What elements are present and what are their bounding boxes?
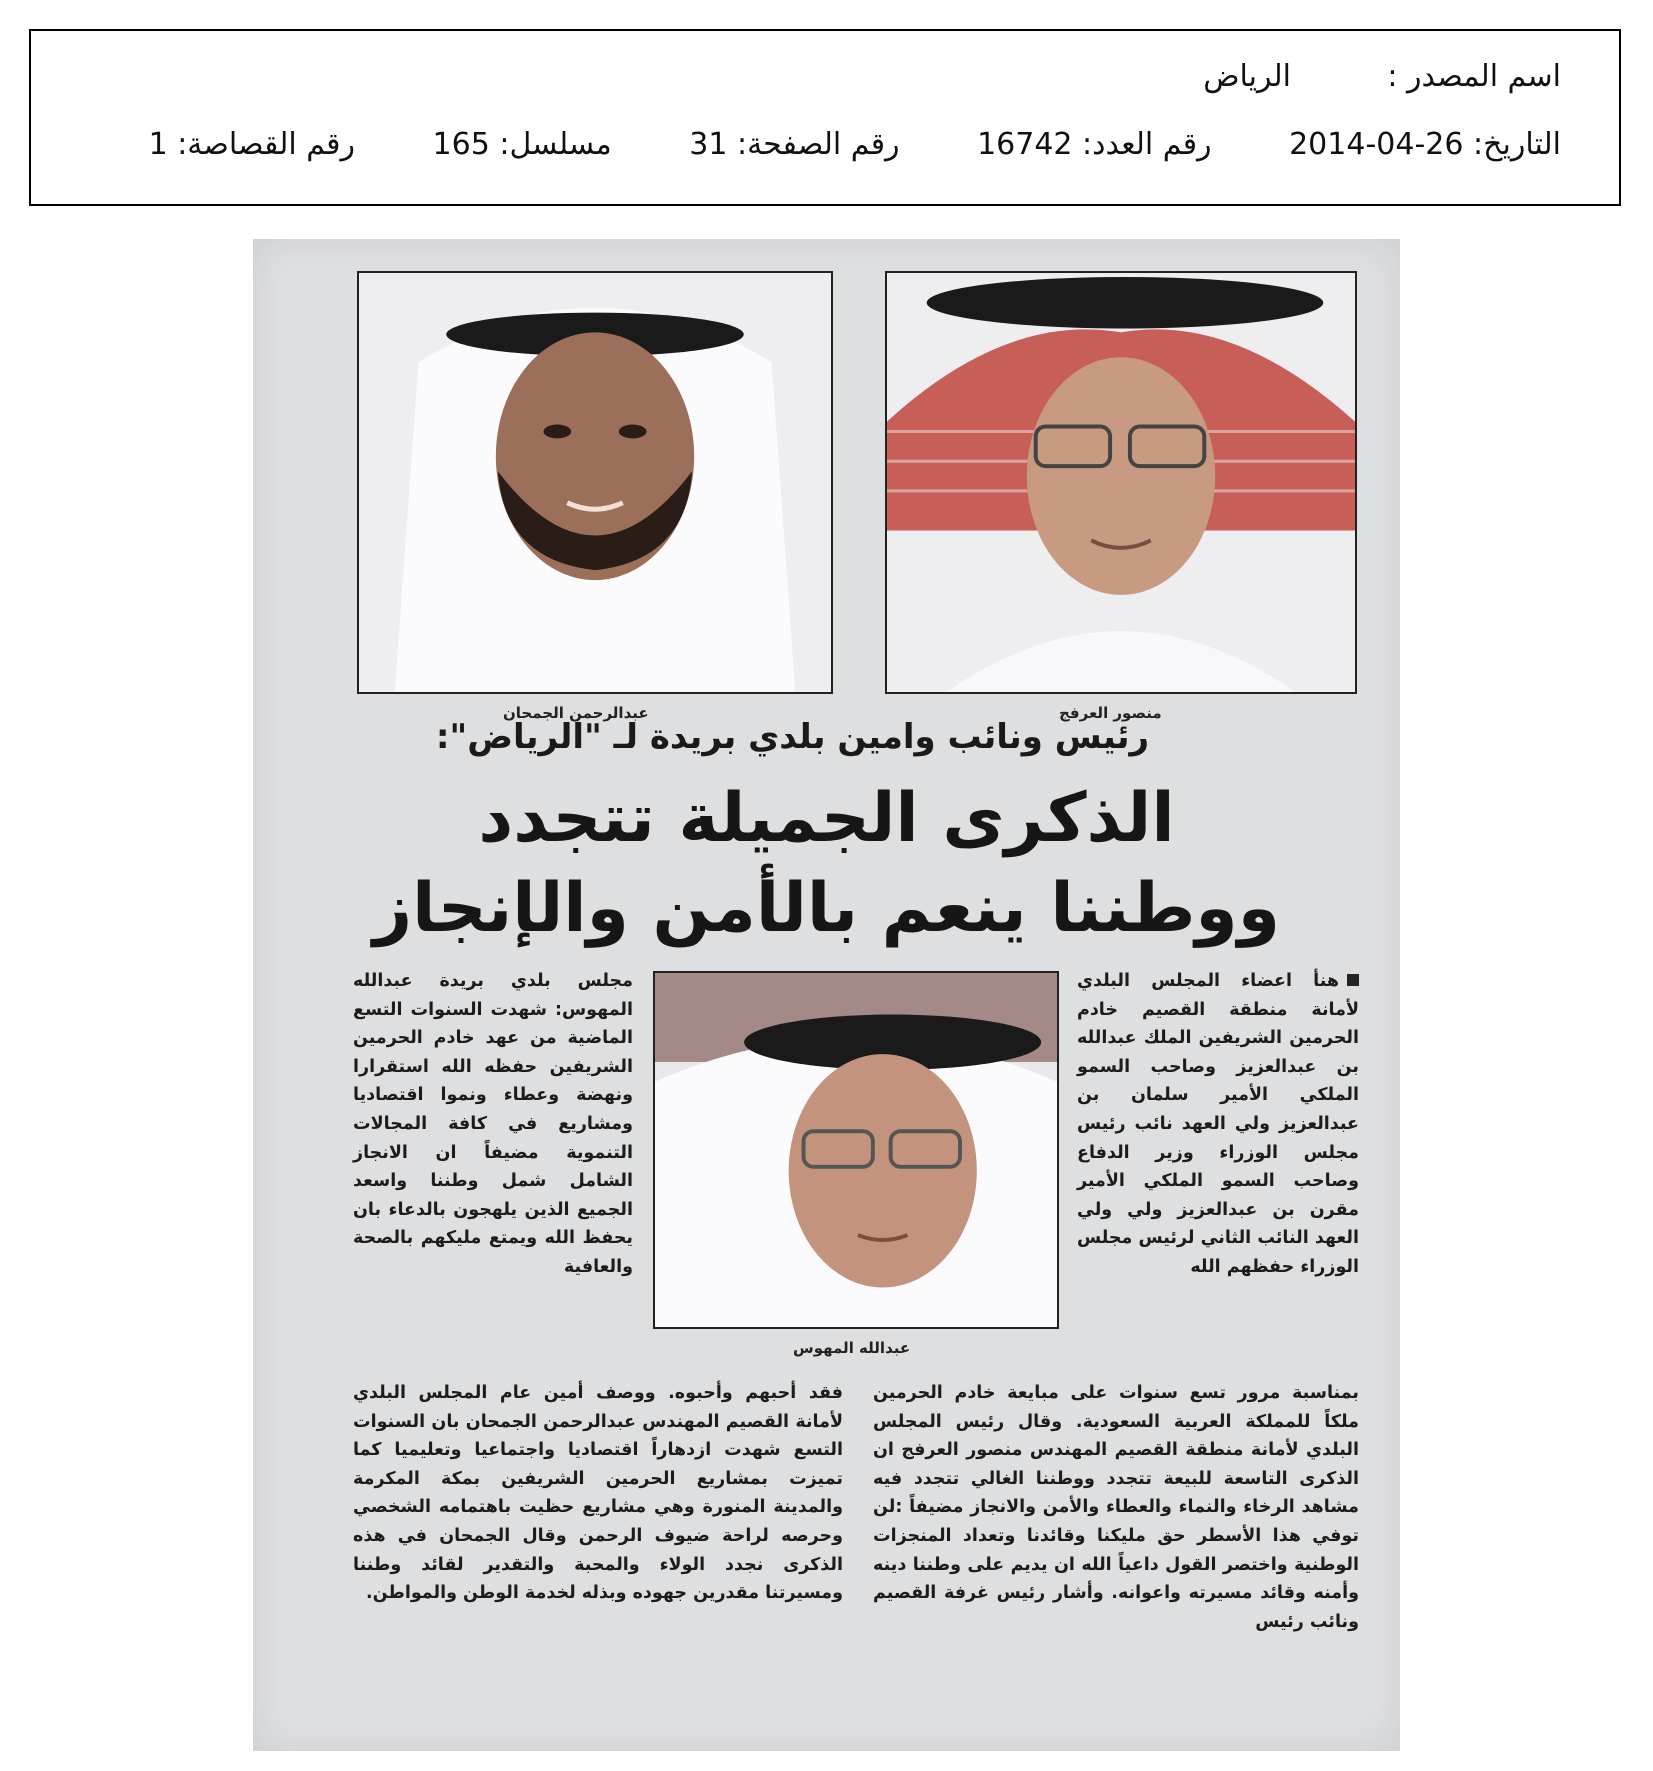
source-value: الرياض xyxy=(1203,59,1291,94)
portrait-red-ghutra-icon xyxy=(887,273,1355,692)
photo-abdulrahman-aljamhan xyxy=(357,271,833,694)
article-headline-line-2: ووطننا ينعم بالأمن والإنجاز xyxy=(373,869,1280,948)
paragraph-right-bottom: بمناسبة مرور تسع سنوات على مبايعة خادم الحرمين ملكاً للمملكة العربية السعودية. وقال رئيس المجلس البلدي لأمانة منطقة القصيم المهندس منصور العرفج ان الذكرى التاسعة للبيعة تتجدد ووطننا الغالي تتجدد فيه مشاهد الرخاء والنماء والعطاء والأمن والانجاز مضيفاً :لن توفي هذا الأسطر حق مليكنا وقائدنا وتعداد المنجزات الوطنية واختصر القول داعياً الله ان يديم على وطننا دينه وأمنه وقائد مسيرته واعوانه. وأشار رئيس غرفة القصيم ونائب رئيس xyxy=(873,1383,1359,1632)
article-headline-line-1: الذكرى الجميلة تتجدد xyxy=(478,779,1175,858)
clip-number-field: رقم القصاصة: 1 xyxy=(148,127,355,162)
photo-caption-right: منصور العرفج xyxy=(1059,704,1162,722)
date-field: التاريخ: 26-04-2014 xyxy=(1289,127,1561,162)
article-subheadline: رئيس ونائب وامين بلدي بريدة لـ "الرياض": xyxy=(435,717,1150,757)
portrait-glasses-ghutra-icon xyxy=(655,973,1057,1327)
article-column-left-top xyxy=(353,967,633,1282)
newspaper-clipping xyxy=(253,239,1400,1751)
paragraph-right-top: هنأ اعضاء المجلس البلدي لأمانة منطقة القصيم خادم الحرمين الشريفين الملك عبدالله بن عبدالعزيز وصاحب السمو الملكي الأمير سلمان بن عبدالعزيز ولي العهد نائب رئيس مجلس الوزراء وزير الدفاع وصاحب السمو الملكي الأمير مقرن بن عبدالعزيز ولي ولي العهد النائب الثاني لرئيس مجلس الوزراء حفظهم الله xyxy=(1077,971,1359,1277)
clipping-metadata-box xyxy=(29,29,1621,206)
metadata-row-details xyxy=(149,127,1561,162)
metadata-row-source xyxy=(1203,59,1561,94)
source-label: اسم المصدر : xyxy=(1387,59,1561,94)
page-number-field: رقم الصفحة: 31 xyxy=(689,127,900,162)
paragraph-left-bottom: فقد أحبهم وأحبوه. ووصف أمين عام المجلس البلدي لأمانة القصيم المهندس عبدالرحمن الجمحان بان السنوات التسع شهدت ازدهاراً اقتصاديا واجتماعيا وتعليميا كما تميزت بمشاريع الحرمين الشريفين بمكة المكرمة والمدينة المنورة وهي مشاريع حظيت باهتمامه الشخصي وحرصه لراحة ضيوف الرحمن وقال الجمحان في هذه الذكرى نجدد الولاء والمحبة والتقدير لقائد وطننا ومسيرتنا مقدرين جهوده وبذله لخدمة الوطن والمواطن. xyxy=(353,1383,843,1604)
photo-abdullah-almuhawwis xyxy=(653,971,1059,1329)
article-column-left-bottom xyxy=(353,1379,843,1608)
serial-field: مسلسل: 165 xyxy=(432,127,612,162)
photo-mansour-alarfaj xyxy=(885,271,1357,694)
issue-number-field: رقم العدد: 16742 xyxy=(977,127,1212,162)
photo-caption-left: عبدالرحمن الجمحان xyxy=(503,704,649,722)
article-column-right-top xyxy=(1077,967,1359,1282)
photo-caption-middle: عبدالله المهوس xyxy=(793,1339,911,1357)
article-column-right-bottom xyxy=(873,1379,1359,1636)
bullet-square-icon xyxy=(1347,974,1359,986)
portrait-white-ghutra-icon xyxy=(359,273,831,692)
paragraph-left-top: مجلس بلدي بريدة عبدالله المهوس: شهدت السنوات التسع الماضية من عهد خادم الحرمين الشريفين حفظه الله استقرارا ونهضة وعطاء ونموا اقتصاديا ومشاريع في كافة المجالات التنموية مضيفاً ان الانجاز الشامل شمل وطننا واسعد الجميع الذين يلهجون بالدعاء بان يحفظ الله ويمتع مليكهم بالصحة والعافية xyxy=(353,971,633,1277)
